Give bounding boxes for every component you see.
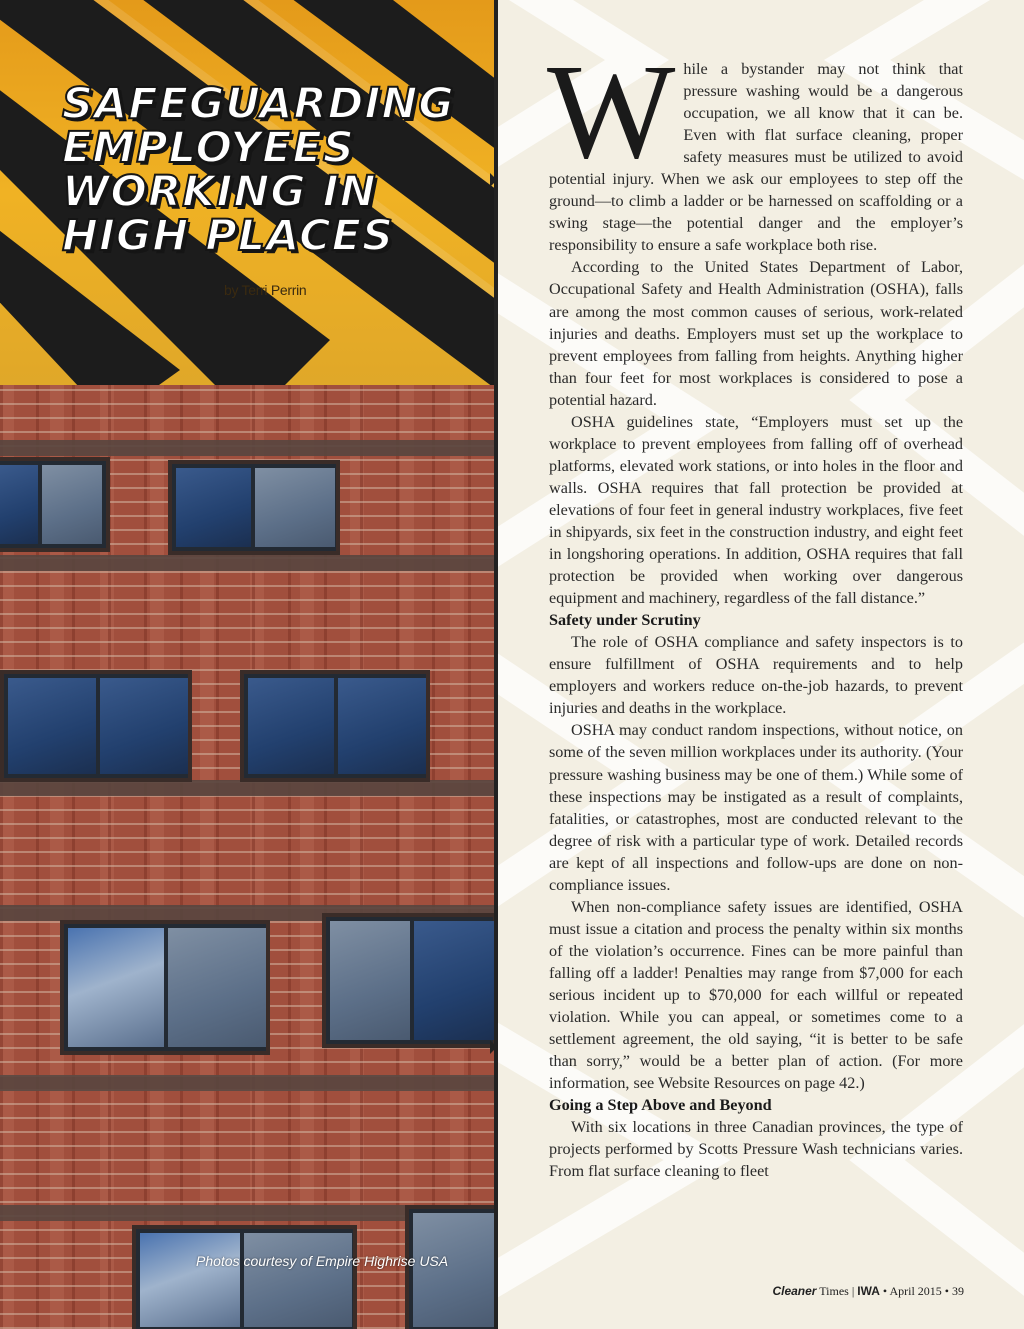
- article-paragraph: OSHA guidelines state, “Employers must set up the workplace to prevent employees from falling off of overhead platforms, elevated work stations, or into holes in the floor and walls. OSHA requires that fall protection be provided at elevations of four feet in general industry workplaces, five feet in shipyards, six feet in the construction industry, and eight feet in longshoring operations. In addition, OSHA requires that fall protection be provided when working over dangerous equipment and machinery, regardless of the fall distance.”: [549, 412, 963, 608]
- footer-separator: |: [851, 1284, 855, 1298]
- stone-band: [0, 1075, 497, 1091]
- article-paragraph: With six locations in three Canadian provinces, the type of projects performed by Scotts Pressure Wash technicians varies. From flat surface cleaning to fleet: [549, 1118, 963, 1181]
- building-window: [0, 457, 110, 552]
- article-paragraph: The role of OSHA compliance and safety inspectors is to ensure fulfillment of OSHA requirements and to help employers and workers reduce on-the-job hazards, to prevent injuries and deaths in the workplace.: [549, 633, 963, 718]
- building-window: [322, 913, 497, 1048]
- building-window: [240, 670, 430, 782]
- stone-band: [0, 555, 497, 571]
- author-byline: by Terri Perrin: [224, 282, 307, 298]
- page-footer: [772, 1284, 964, 1299]
- drop-cap: W: [547, 37, 676, 187]
- building-window: [60, 920, 270, 1055]
- divider-notch: [490, 173, 497, 187]
- column-divider: [494, 0, 498, 1329]
- stone-band: [0, 780, 497, 796]
- headline-line: WORKING IN: [62, 167, 377, 217]
- stone-band: [0, 440, 497, 456]
- article-paragraph: [547, 37, 963, 256]
- cover-photo: [0, 0, 497, 1329]
- photo-credit: Photos courtesy of Empire Highrise USA: [196, 1253, 449, 1269]
- headline-line: HIGH PLACES: [62, 211, 395, 261]
- magazine-brand: Cleaner: [772, 1284, 817, 1298]
- brick-building: [0, 385, 497, 1329]
- building-window: [132, 1225, 357, 1329]
- article-headline: [62, 79, 455, 261]
- building-window: [168, 460, 340, 555]
- iwa-label: IWA: [857, 1284, 880, 1298]
- section-subhead: Safety under Scrutiny: [549, 611, 701, 630]
- divider-notch: [490, 1040, 497, 1054]
- headline-line: EMPLOYEES: [62, 123, 355, 173]
- magazine-times: Times: [819, 1284, 849, 1298]
- article-body: [547, 37, 963, 1182]
- building-window: [0, 670, 192, 782]
- issue-and-page: • April 2015 • 39: [882, 1284, 964, 1298]
- section-subhead: Going a Step Above and Beyond: [549, 1096, 772, 1115]
- article-paragraph: When non-compliance safety issues are identified, OSHA must issue a citation and process the penalty within six months of the violation’s occurrence. Fines can be more painful than falling off a ladder! Penalties may range from $7,000 for each serious incident up to $70,000 for each willful or repeated violation. While you can appeal, or sometimes come to a settlement agreement, the old saying, “it is better to be safe than sorry,” would be a better plan of action. (For more information, see Website Resources on page 42.): [549, 897, 963, 1093]
- article-paragraph: OSHA may conduct random inspections, without notice, on some of the seven million workplaces under its authority. (Your pressure washing business may be one of them.) While some of these inspections may be instigated as a result of complaints, fatalities, or catastrophes, most are conducted relevant to the degree of risk with a particular type of work. Detailed records are kept of all inspections and follow-ups are done on non-compliance issues.: [549, 721, 963, 894]
- headline-line: SAFEGUARDING: [62, 79, 455, 129]
- paragraph-text: hile a bystander may not think that pressure washing would be a dangerous occupation, we all know that it can be. Even with flat surface cleaning, proper safety measures must be utilized to avoid potential injury. When we ask our employees to step off the ground—to climb a ladder or be harnessed on scaffolding or a swing stage—the potential danger and the employer’s responsibility to ensure a safe workplace both rise.: [549, 60, 963, 255]
- article-paragraph: According to the United States Department of Labor, Occupational Safety and Health Administration (OSHA), falls are among the most common causes of serious, work-related injuries and deaths. Employers must set up the workplace to prevent employees from falling from heights. Anything higher than four feet for most workplaces is considered to pose a potential hazard.: [549, 258, 963, 409]
